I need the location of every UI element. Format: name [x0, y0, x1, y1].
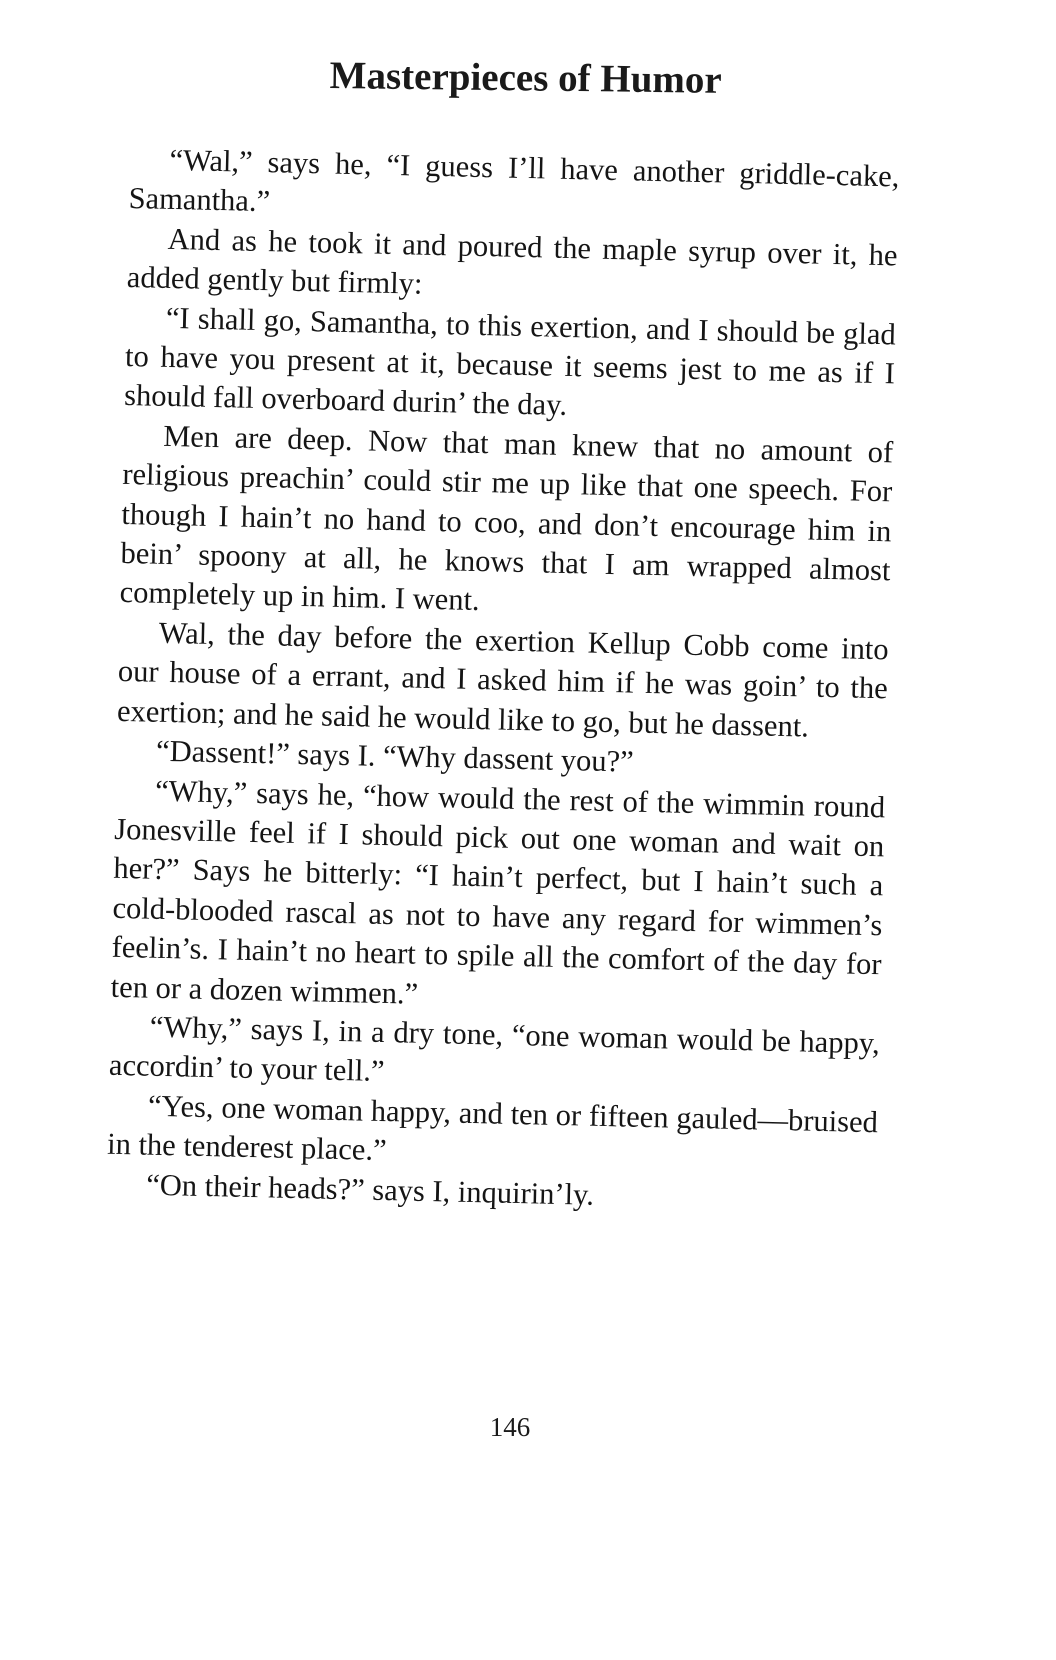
paragraph-1: “Wal,” says he, “I guess I’ll have another griddle-cake, Samantha.” — [128, 142, 900, 219]
paragraph-4: Men are deep. Now that man knew that no amount of religious preachin’ could stir me up like that one speech. For though I hain’t no hand to coo, and don’t encourage him in bein’ spoony at all, he knows that I am wrapped almost completely up in him. I went. — [119, 418, 894, 618]
paragraph-9: “Yes, one woman happy, and ten or fifteen gauled—bruised in the tenderest place.” — [106, 1088, 879, 1168]
paragraph-2: And as he took it and poured the maple syrup over it, he added gently but firmly: — [126, 221, 898, 301]
paragraph-10: “On their heads?” says I, inquirin’ly. — [145, 1167, 595, 1212]
running-head: Masterpieces of Humor — [329, 53, 722, 102]
paragraph-7: “Why,” says he, “how would the rest of the wimmin round Jonesville feel if I should pick out one woman and wait on her?” Says he bitterly: “I hain’t perfect, but I hain’t such a cold-blooded rascal as not to have any regard for wimmen’s feelin’s. I hain’t no heart to spile all the comfort of the day for ten or a dozen wimmen.” — [110, 773, 886, 1011]
paragraph-8: “Why,” says I, in a dry tone, “one woman would be happy, accordin’ to your tell.” — [108, 1009, 881, 1089]
page-number: 146 — [489, 1412, 531, 1442]
paragraph-3: “I shall go, Samantha, to this exertion, and I should be glad to have you present at it, because it seems jest to me as if I should fall overboard durin’ the day. — [123, 300, 897, 423]
paragraph-6: “Dassent!” says I. “Why dassent you?” — [155, 733, 635, 779]
paragraph-5: Wal, the day before the exertion Kellup Cobb come into our house of a errant, and I asked him if he was goin’ to the exertion; and he said he would like to go, but he dassent. — [116, 615, 890, 744]
body-text — [106, 140, 900, 1221]
